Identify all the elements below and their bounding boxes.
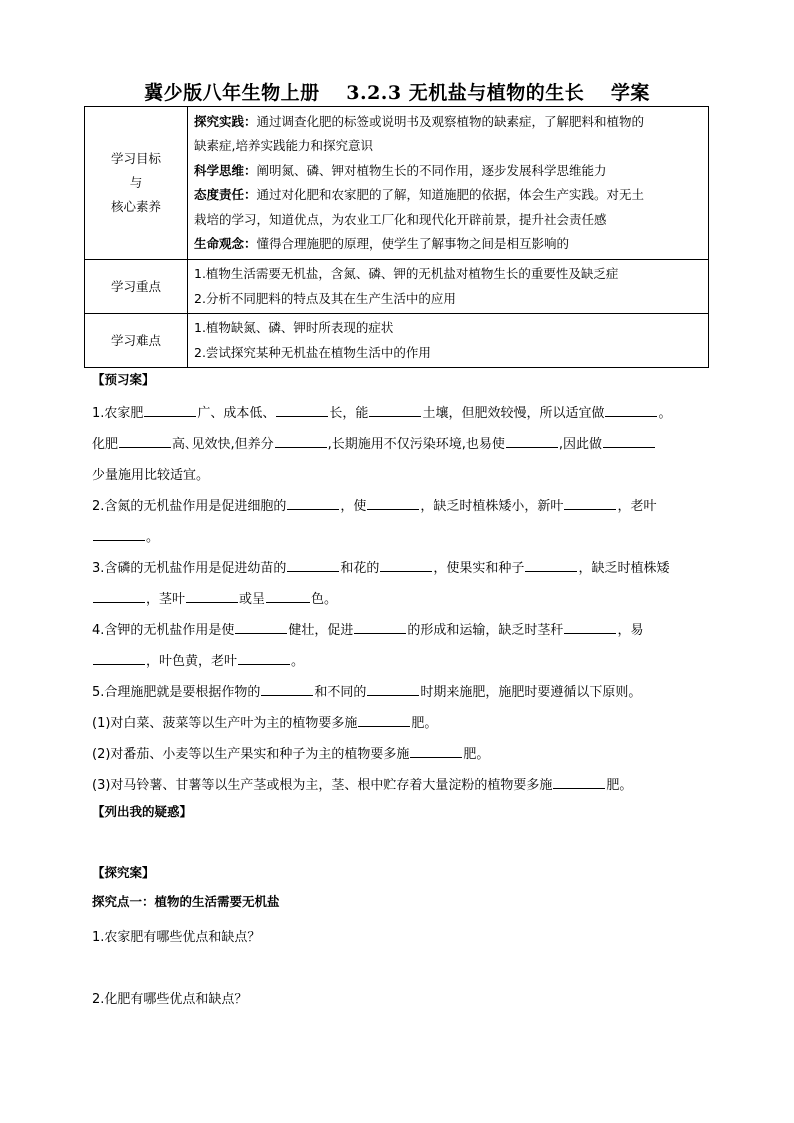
- answer-blank[interactable]: [605, 402, 657, 417]
- objectives-label-line: 学习目标: [110, 151, 161, 166]
- explore-question: 2.化肥有哪些优点和缺点？: [92, 992, 248, 1007]
- objective-text: 阐明氮、磷、钾对植物生长的不同作用，逐步发展科学思维能力: [256, 162, 607, 178]
- question-text: 和花的: [340, 561, 380, 576]
- objectives-label-line: 核心素养: [110, 199, 161, 214]
- answer-blank[interactable]: [564, 619, 616, 634]
- question-text: ，使: [340, 499, 367, 514]
- answer-blank[interactable]: [506, 433, 558, 448]
- question-text: ，使果实和种子: [433, 561, 525, 576]
- answer-blank[interactable]: [275, 433, 327, 448]
- answer-blank[interactable]: [525, 557, 577, 572]
- objective-item-cont: 缺素症,培养实践能力和探究意识: [194, 138, 373, 153]
- answer-blank[interactable]: [186, 588, 238, 603]
- preview-heading: 【预习案】: [92, 372, 155, 387]
- question-line: [92, 739, 717, 770]
- objective-key: 科学思维：: [194, 162, 257, 178]
- question-text: 2.含氮的无机盐作用是促进细胞的: [92, 499, 287, 514]
- explore-point-title: 探究点一：植物的生活需要无机盐: [92, 894, 280, 909]
- objective-key: 探究实践：: [194, 113, 257, 129]
- difficulties-label: 学习难点: [85, 314, 188, 368]
- question-text: 土壤，但肥效较慢，所以适宜做: [422, 406, 605, 421]
- question-text: (3)对马铃薯、甘薯等以生产茎或根为主，茎、根中贮存着大量淀粉的植物要多施: [92, 778, 553, 793]
- question-text: 广、成本低、: [197, 406, 276, 421]
- objectives-label-line: 与: [129, 175, 143, 190]
- question-text: 和不同的: [314, 685, 367, 700]
- question-line: [92, 646, 717, 677]
- answer-blank[interactable]: [276, 402, 328, 417]
- answer-blank[interactable]: [287, 495, 339, 510]
- question-text: ，老叶: [617, 499, 657, 514]
- answer-blank[interactable]: [354, 619, 406, 634]
- answer-blank[interactable]: [119, 433, 171, 448]
- table-row: [85, 314, 709, 368]
- question-line: [92, 708, 717, 739]
- question-text: (1)对白菜、菠菜等以生产叶为主的植物要多施: [92, 716, 358, 731]
- question-text: ,长期施用不仅污染环境,也易使: [327, 437, 505, 452]
- key-points-content: [188, 260, 709, 314]
- answer-blank[interactable]: [553, 774, 605, 789]
- question-line: [92, 491, 717, 522]
- question-text: 化肥: [92, 437, 119, 452]
- question-text: 健壮，促进: [288, 623, 354, 638]
- answer-blank[interactable]: [235, 619, 287, 634]
- objectives-label-cell: [85, 107, 188, 260]
- objective-key: 态度责任：: [194, 187, 257, 202]
- question-text: ,因此做: [558, 437, 603, 452]
- answer-blank[interactable]: [564, 495, 616, 510]
- difficulties-content: [188, 314, 709, 368]
- objective-item-cont: 栽培的学习，知道优点，为农业工厂化和现代化开辟前景，提升社会责任感: [194, 211, 607, 227]
- answer-blank[interactable]: [93, 588, 145, 603]
- question-text: 时期来施肥，施肥时要遵循以下原则。: [420, 685, 642, 700]
- question-text: 4.含钾的无机盐作用是使: [92, 623, 235, 638]
- objective-item: [194, 183, 702, 208]
- objective-text: 通过调查化肥的标签或说明书及观察植物的缺素症，了解肥料和植物的: [256, 113, 645, 129]
- question-line: [92, 522, 717, 553]
- question-text: 的形成和运输，缺乏时茎秆: [407, 623, 564, 638]
- question-line: [92, 429, 717, 460]
- question-line: [92, 460, 717, 491]
- question-text: 高､见效快,但养分: [172, 437, 274, 452]
- answer-blank[interactable]: [266, 588, 310, 603]
- question-text: 色。: [311, 592, 338, 607]
- answer-blank[interactable]: [287, 557, 339, 572]
- question-text: ，缺乏时植株矮: [578, 561, 670, 576]
- answer-blank[interactable]: [93, 526, 145, 541]
- question-text: 。: [291, 654, 305, 669]
- question-text: 。: [146, 530, 160, 545]
- difficulty-item: 2.尝试探究某种无机盐在植物生活中的作用: [194, 344, 431, 360]
- answer-blank[interactable]: [603, 433, 655, 448]
- objective-item: [194, 232, 702, 257]
- question-line: [92, 584, 717, 615]
- key-points-label: 学习重点: [85, 260, 188, 314]
- question-line: [92, 398, 717, 429]
- question-text: 肥。: [606, 778, 633, 793]
- question-text: 少量施用比较适宜。: [92, 468, 210, 483]
- preview-questions: [92, 398, 717, 801]
- question-text: ，叶色黄，老叶: [146, 654, 238, 669]
- question-text: ，易: [617, 623, 644, 638]
- answer-blank[interactable]: [367, 681, 419, 696]
- table-row: [85, 260, 709, 314]
- difficulty-item: 1.植物缺氮、磷、钾时所表现的症状: [194, 320, 394, 335]
- answer-blank[interactable]: [410, 743, 462, 758]
- question-line: [92, 677, 717, 708]
- objectives-table: [84, 106, 709, 368]
- answer-blank[interactable]: [261, 681, 313, 696]
- question-text: ，缺乏时植株矮小，新叶: [420, 499, 564, 514]
- answer-blank[interactable]: [369, 402, 421, 417]
- answer-blank[interactable]: [358, 712, 410, 727]
- question-text: 或呈: [239, 592, 266, 607]
- objective-text: 懂得合理施肥的原理，使学生了解事物之间是相互影响的: [256, 236, 570, 251]
- answer-blank[interactable]: [144, 402, 196, 417]
- key-point-item: 1.植物生活需要无机盐，含氮、磷、钾的无机盐对植物生长的重要性及缺乏症: [194, 266, 619, 281]
- question-text: ，茎叶: [146, 592, 186, 607]
- question-text: (2)对番茄、小麦等以生产果实和种子为主的植物要多施: [92, 747, 410, 762]
- answer-blank[interactable]: [367, 495, 419, 510]
- question-text: 3.含磷的无机盐作用是促进幼苗的: [92, 561, 287, 576]
- table-row: [85, 107, 709, 260]
- answer-blank[interactable]: [93, 650, 145, 665]
- explore-heading: 【探究案】: [92, 865, 155, 880]
- page-title: 冀少版八年生物上册 3.2.3 无机盐与植物的生长 学案: [144, 82, 650, 104]
- question-text: 肥。: [411, 716, 438, 731]
- question-text: 5.合理施肥就是要根据作物的: [92, 685, 261, 700]
- objectives-content-cell: [188, 107, 709, 260]
- doubts-heading: 【列出我的疑惑】: [92, 804, 193, 819]
- question-text: 1.农家肥: [92, 406, 144, 421]
- answer-blank[interactable]: [380, 557, 432, 572]
- question-line: [92, 770, 717, 801]
- question-text: 。: [658, 406, 672, 421]
- objective-item: [194, 110, 702, 135]
- objective-text: 通过对化肥和农家肥的了解，知道施肥的依据，体会生产实践。对无土: [256, 187, 645, 202]
- objective-key: 生命观念：: [194, 236, 257, 251]
- question-text: 肥。: [463, 747, 490, 762]
- answer-blank[interactable]: [238, 650, 290, 665]
- key-point-item: 2.分析不同肥料的特点及其在生产生活中的应用: [194, 290, 456, 306]
- question-line: [92, 553, 717, 584]
- question-line: [92, 615, 717, 646]
- explore-question: 1.农家肥有哪些优点和缺点？: [92, 930, 261, 945]
- objective-item: [194, 159, 702, 184]
- question-text: 长，能: [329, 406, 369, 421]
